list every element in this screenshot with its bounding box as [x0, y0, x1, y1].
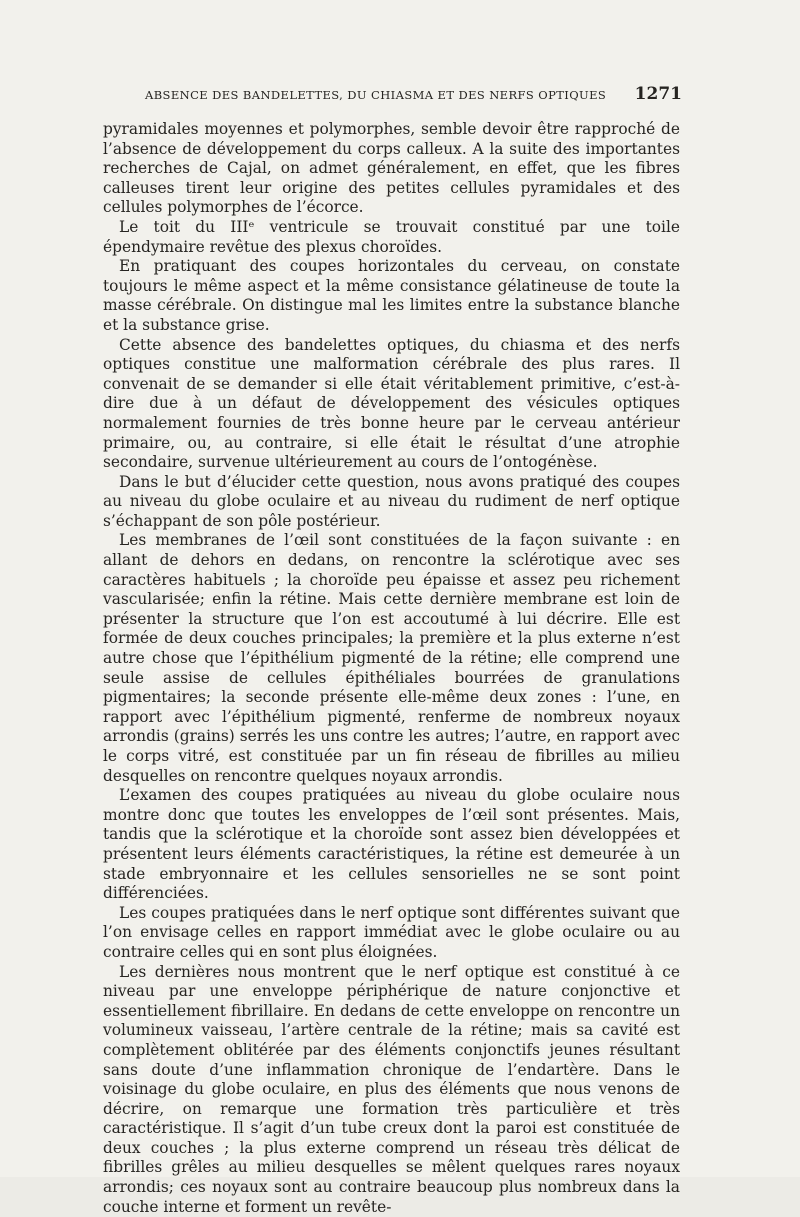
- paragraph: Dans le but d’élucider cette question, nous avons pratiqué des coupes au niveau du globe oculaire et au niveau du rudiment de nerf optique s’échappant de son pôle postérieur.: [103, 472, 680, 530]
- paragraph: Le toit du IIIᵉ ventricule se trouvait constitué par une toile épendymaire revêtue des plexus choroïdes.: [103, 217, 680, 256]
- paragraph: Les coupes pratiquées dans le nerf optique sont différentes suivant que l’on envisage celles en rapport immédiat avec le globe oculaire ou au contraire celles qui en sont plus éloignées.: [103, 903, 680, 961]
- paragraph: L’examen des coupes pratiquées au niveau du globe oculaire nous montre donc que toutes les enveloppes de l’œil sont présentes. Mais, tandis que la sclérotique et la choroïde sont assez bien développées et présentent leurs éléments caractéristiques, la rétine est demeurée à un stade embryonnaire et les cellules sensorielles ne se sont point différenciées.: [103, 786, 680, 903]
- page-header: [103, 84, 680, 108]
- paragraph: Les membranes de l’œil sont constituées de la façon suivante : en allant de dehors en dedans, on rencontre la sclérotique avec ses caractères habituels ; la choroïde peu épaisse et assez peu richement vascularisée; enfin la rétine. Mais cette dernière membrane est loin de présenter la structure que l’on est accoutumé à lui décrire. Elle est formée de deux couches principales; la première et la plus externe n’est autre chose que l’épithélium pigmenté de la rétine; elle comprend une seule assise de cellules épithéliales bourrées de granulations pigmentaires; la seconde présente elle-même deux zones : l’une, en rapport avec l’épithélium pigmenté, renferme de nombreux noyaux arrondis (grains) serrés les uns contre les autres; l’autre, en rapport avec le corps vitré, est constituée par un fin réseau de fibrilles au milieu desquelles on rencontre quelques noyaux arrondis.: [103, 531, 680, 785]
- paragraph: pyramidales moyennes et polymorphes, semble devoir être rapproché de l’absence de développement du corps calleux. A la suite des importantes recherches de Cajal, on admet généralement, en effet, que les fibres calleuses tirent leur origine des petites cellules pyramidales et des cellules polymorphes de l’écorce.: [103, 120, 680, 217]
- body-text: [103, 120, 680, 1217]
- running-title: ABSENCE DES BANDELETTES, DU CHIASMA ET DES NERFS OPTIQUES: [145, 88, 607, 102]
- paragraph: En pratiquant des coupes horizontales du cerveau, on constate toujours le même aspect et la même consistance gélatineuse de toute la masse cérébrale. On distingue mal les limites entre la substance blanche et la substance grise.: [103, 257, 680, 334]
- page-number: 1271: [634, 84, 682, 104]
- paragraph: Cette absence des bandelettes optiques, du chiasma et des nerfs optiques constitue une malformation cérébrale des plus rares. Il convenait de se demander si elle était véritablement primitive, c’est-à-dire due à un défaut de développement des vésicules optiques normalement fournies de très bonne heure par le cerveau antérieur primaire, ou, au contraire, si elle était le résultat d’une atrophie secondaire, survenue ultérieurement au cours de l’ontogénèse.: [103, 335, 680, 472]
- paragraph: Les dernières nous montrent que le nerf optique est constitué à ce niveau par une enveloppe périphérique de nature conjonctive et essentiellement fibrillaire. En dedans de cette enveloppe on rencontre un volumineux vaisseau, l’artère centrale de la rétine; mais sa cavité est complètement oblitérée par des éléments conjonctifs jeunes résultant sans doute d’une inflammation chronique de l’endartère. Dans le voisinage du globe oculaire, en plus des éléments que nous venons de décrire, on remarque une formation très particulière et très caractéristique. Il s’agit d’un tube creux dont la paroi est constituée de deux couches ; la plus externe comprend un réseau très délicat de fibrilles grêles au milieu desquelles se mêlent quelques rares noyaux arrondis; ces noyaux sont au contraire beaucoup plus nombreux dans la couche interne et forment un revête-: [103, 962, 680, 1216]
